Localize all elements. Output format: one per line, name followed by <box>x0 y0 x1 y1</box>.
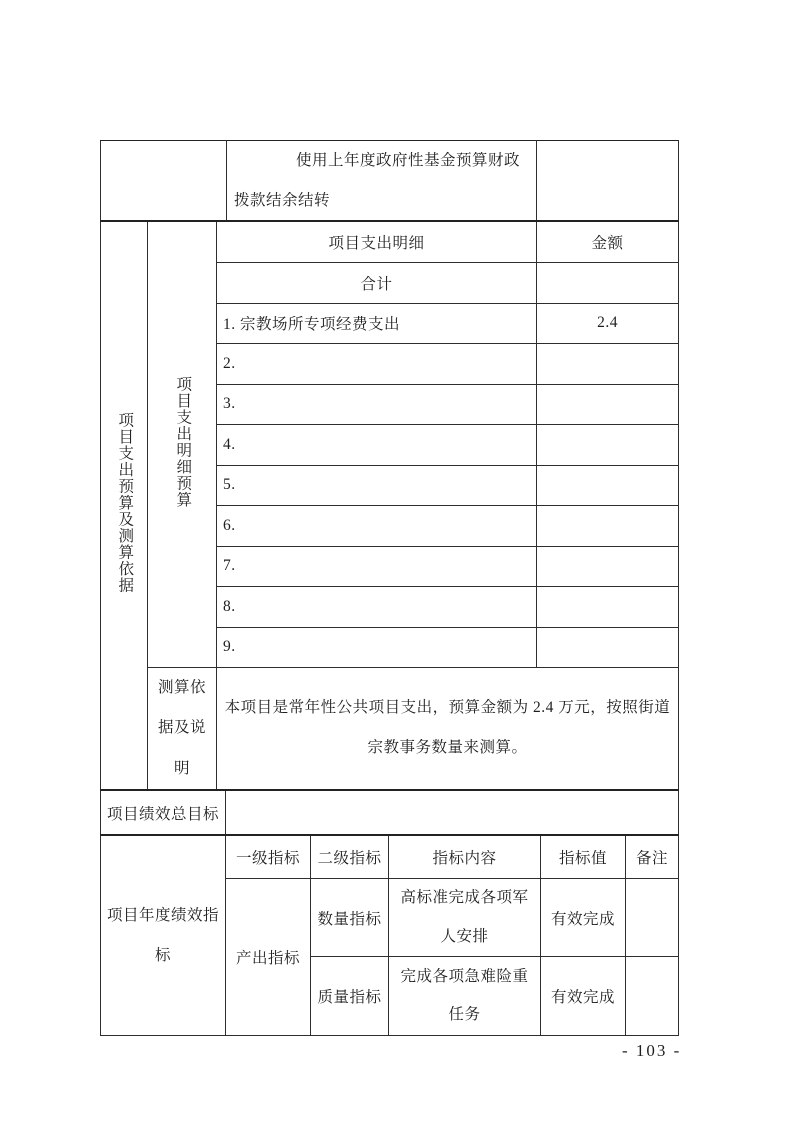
indicator-value-cell: 有效完成 <box>541 957 626 1036</box>
item-amount-cell <box>537 627 679 668</box>
basis-label-cell: 测算依据及说明 <box>148 668 217 790</box>
item-label-cell: 8. <box>217 587 537 628</box>
item-amount-cell <box>537 506 679 547</box>
carryover-label-cell <box>101 141 227 221</box>
detail-budget-label-cell <box>148 221 217 668</box>
item-label-cell: 3. <box>217 384 537 425</box>
amount-column-header: 金额 <box>537 221 679 262</box>
carryover-text-cell: 使用上年度政府性基金预算财政拨款结余结转 <box>227 141 537 221</box>
basis-row <box>101 668 679 790</box>
indicator-note-cell <box>626 957 679 1036</box>
overall-goal-label-cell: 项目绩效总目标 <box>101 790 226 835</box>
section-label-cell <box>101 221 148 789</box>
item-amount-cell <box>537 425 679 466</box>
performance-header-row <box>101 835 679 878</box>
expenditure-budget-section <box>100 220 679 790</box>
detail-column-header: 项目支出明细 <box>217 221 537 262</box>
carryover-amount-cell <box>537 141 679 221</box>
indicator-note-cell <box>626 878 679 957</box>
indicator-value-cell: 有效完成 <box>541 878 626 957</box>
item-label-cell: 5. <box>217 465 537 506</box>
level2-header: 二级指标 <box>311 835 389 878</box>
basis-text-cell: 本项目是常年性公共项目支出，预算金额为 2.4 万元，按照街道宗教事务数量来测算。 <box>217 668 679 790</box>
budget-table <box>100 140 678 1036</box>
total-amount-cell <box>537 262 679 303</box>
level1-cell: 产出指标 <box>226 878 311 1036</box>
carryover-section <box>100 140 679 221</box>
carryover-row <box>101 141 679 221</box>
note-header: 备注 <box>626 835 679 878</box>
item-amount-cell <box>537 465 679 506</box>
performance-label-cell: 项目年度绩效指标 <box>101 835 226 1036</box>
item-label-cell: 4. <box>217 425 537 466</box>
item-amount-cell: 2.4 <box>537 303 679 344</box>
indicator-content-cell: 高标准完成各项军人安排 <box>389 878 541 957</box>
level2-cell: 数量指标 <box>311 878 389 957</box>
item-amount-cell <box>537 587 679 628</box>
performance-section <box>100 834 679 1036</box>
item-label-cell: 9. <box>217 627 537 668</box>
content-header: 指标内容 <box>389 835 541 878</box>
overall-goal-value-cell <box>226 790 679 835</box>
item-amount-cell <box>537 344 679 385</box>
total-label-cell: 合计 <box>217 262 537 303</box>
item-label-cell: 6. <box>217 506 537 547</box>
item-amount-cell <box>537 384 679 425</box>
page-number: - 103 - <box>622 1041 682 1060</box>
detail-header-row <box>101 221 679 262</box>
detail-budget-label: 项目支出明细预算 <box>174 376 192 509</box>
overall-goal-section <box>100 789 679 836</box>
level2-cell: 质量指标 <box>311 957 389 1036</box>
item-label-cell: 2. <box>217 344 537 385</box>
level1-header: 一级指标 <box>226 835 311 878</box>
item-label-cell: 1. 宗教场所专项经费支出 <box>217 303 537 344</box>
section-label: 项目支出预算及测算依据 <box>116 412 134 594</box>
overall-goal-row <box>101 790 679 835</box>
item-amount-cell <box>537 546 679 587</box>
item-label-cell: 7. <box>217 546 537 587</box>
indicator-content-cell: 完成各项急难险重任务 <box>389 957 541 1036</box>
value-header: 指标值 <box>541 835 626 878</box>
